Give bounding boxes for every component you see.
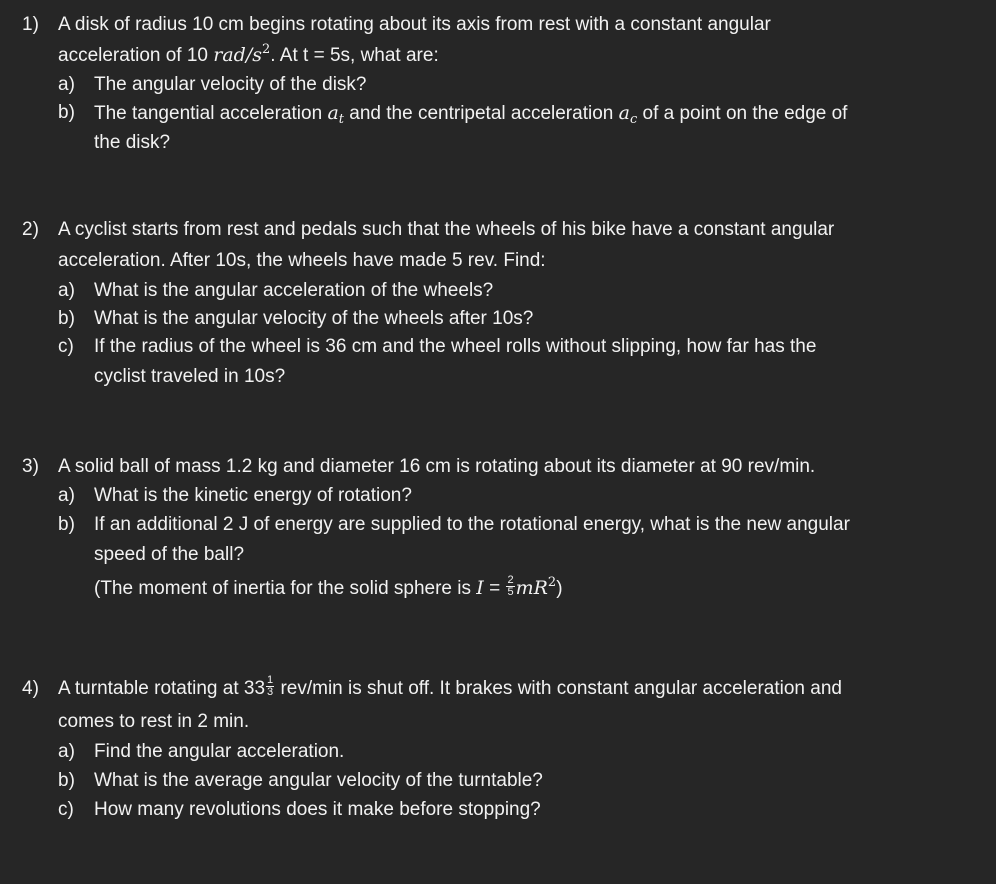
problem-number: 2) (22, 219, 39, 240)
part-text: The angular velocity of the disk? (94, 74, 367, 95)
part-text: If the radius of the wheel is 36 cm and the wheel rolls without slipping, how far has the (94, 336, 817, 357)
problem-stem-continuation: acceleration. After 10s, the wheels have made 5 rev. Find: (58, 250, 546, 271)
part-text-continuation: speed of the ball? (94, 544, 245, 565)
mass-radius-symbol: $mR^2$ (515, 575, 557, 599)
part-text: What is the angular velocity of the wheels after 10s? (94, 308, 534, 329)
part-text: What is the kinetic energy of rotation? (94, 485, 412, 506)
inertia-symbol: I (476, 577, 484, 599)
part-letter: c) (58, 336, 74, 357)
part-letter: a) (58, 485, 75, 506)
problem-stem: A solid ball of mass 1.2 kg and diameter 16 cm is rotating about its diameter at 90 rev/min. (58, 456, 816, 477)
part-text: If an additional 2 J of energy are supplied to the rotational energy, what is the new angular (94, 514, 850, 535)
moment-of-inertia-note: (The moment of inertia for the solid sphere is I = $\frac{2}{5}$ $mR^2$) (94, 574, 563, 599)
part-letter: a) (58, 741, 75, 762)
fraction-two-fifths: $\frac{2}{5}$ (507, 574, 514, 599)
tangential-acceleration-symbol: $a_t$ (327, 102, 344, 127)
problem-number: 3) (22, 456, 39, 477)
centripetal-acceleration-symbol: $a_c$ (618, 102, 638, 127)
part-letter: b) (58, 770, 75, 791)
part-text: How many revolutions does it make before stopping? (94, 799, 541, 820)
part-text: The tangential acceleration $a_t$ and the centripetal acceleration $a_c$ of a point on the edge of (94, 102, 848, 127)
part-letter: a) (58, 74, 75, 95)
problem-stem: A disk of radius 10 cm begins rotating about its axis from rest with a constant angular (58, 14, 771, 35)
part-letter: a) (58, 280, 75, 301)
problem-stem: A cyclist starts from rest and pedals such that the wheels of his bike have a constant angular (58, 219, 835, 240)
unit-rad-per-s2: rad/$s^2$ (213, 42, 271, 66)
part-letter: b) (58, 308, 75, 329)
problem-number: 4) (22, 678, 39, 699)
part-letter: b) (58, 514, 75, 535)
problem-stem-continuation: acceleration of 10 rad/$s^2$. At t = 5s, what are: (58, 42, 439, 66)
part-letter: c) (58, 799, 74, 820)
problem-number: 1) (22, 14, 39, 35)
part-text: What is the average angular velocity of the turntable? (94, 770, 543, 791)
problem-stem-continuation: comes to rest in 2 min. (58, 711, 250, 732)
part-text: What is the angular acceleration of the wheels? (94, 280, 494, 301)
part-text-continuation: the disk? (94, 132, 171, 153)
fraction-one-third: $\frac{1}{3}$ (267, 674, 274, 699)
problem-stem: A turntable rotating at 33 $\frac{1}{3}$ rev/min is shut off. It brakes with constant angular acceleration and (58, 674, 842, 699)
part-letter: b) (58, 102, 75, 123)
part-text-continuation: cyclist traveled in 10s? (94, 366, 286, 387)
part-text: Find the angular acceleration. (94, 741, 345, 762)
